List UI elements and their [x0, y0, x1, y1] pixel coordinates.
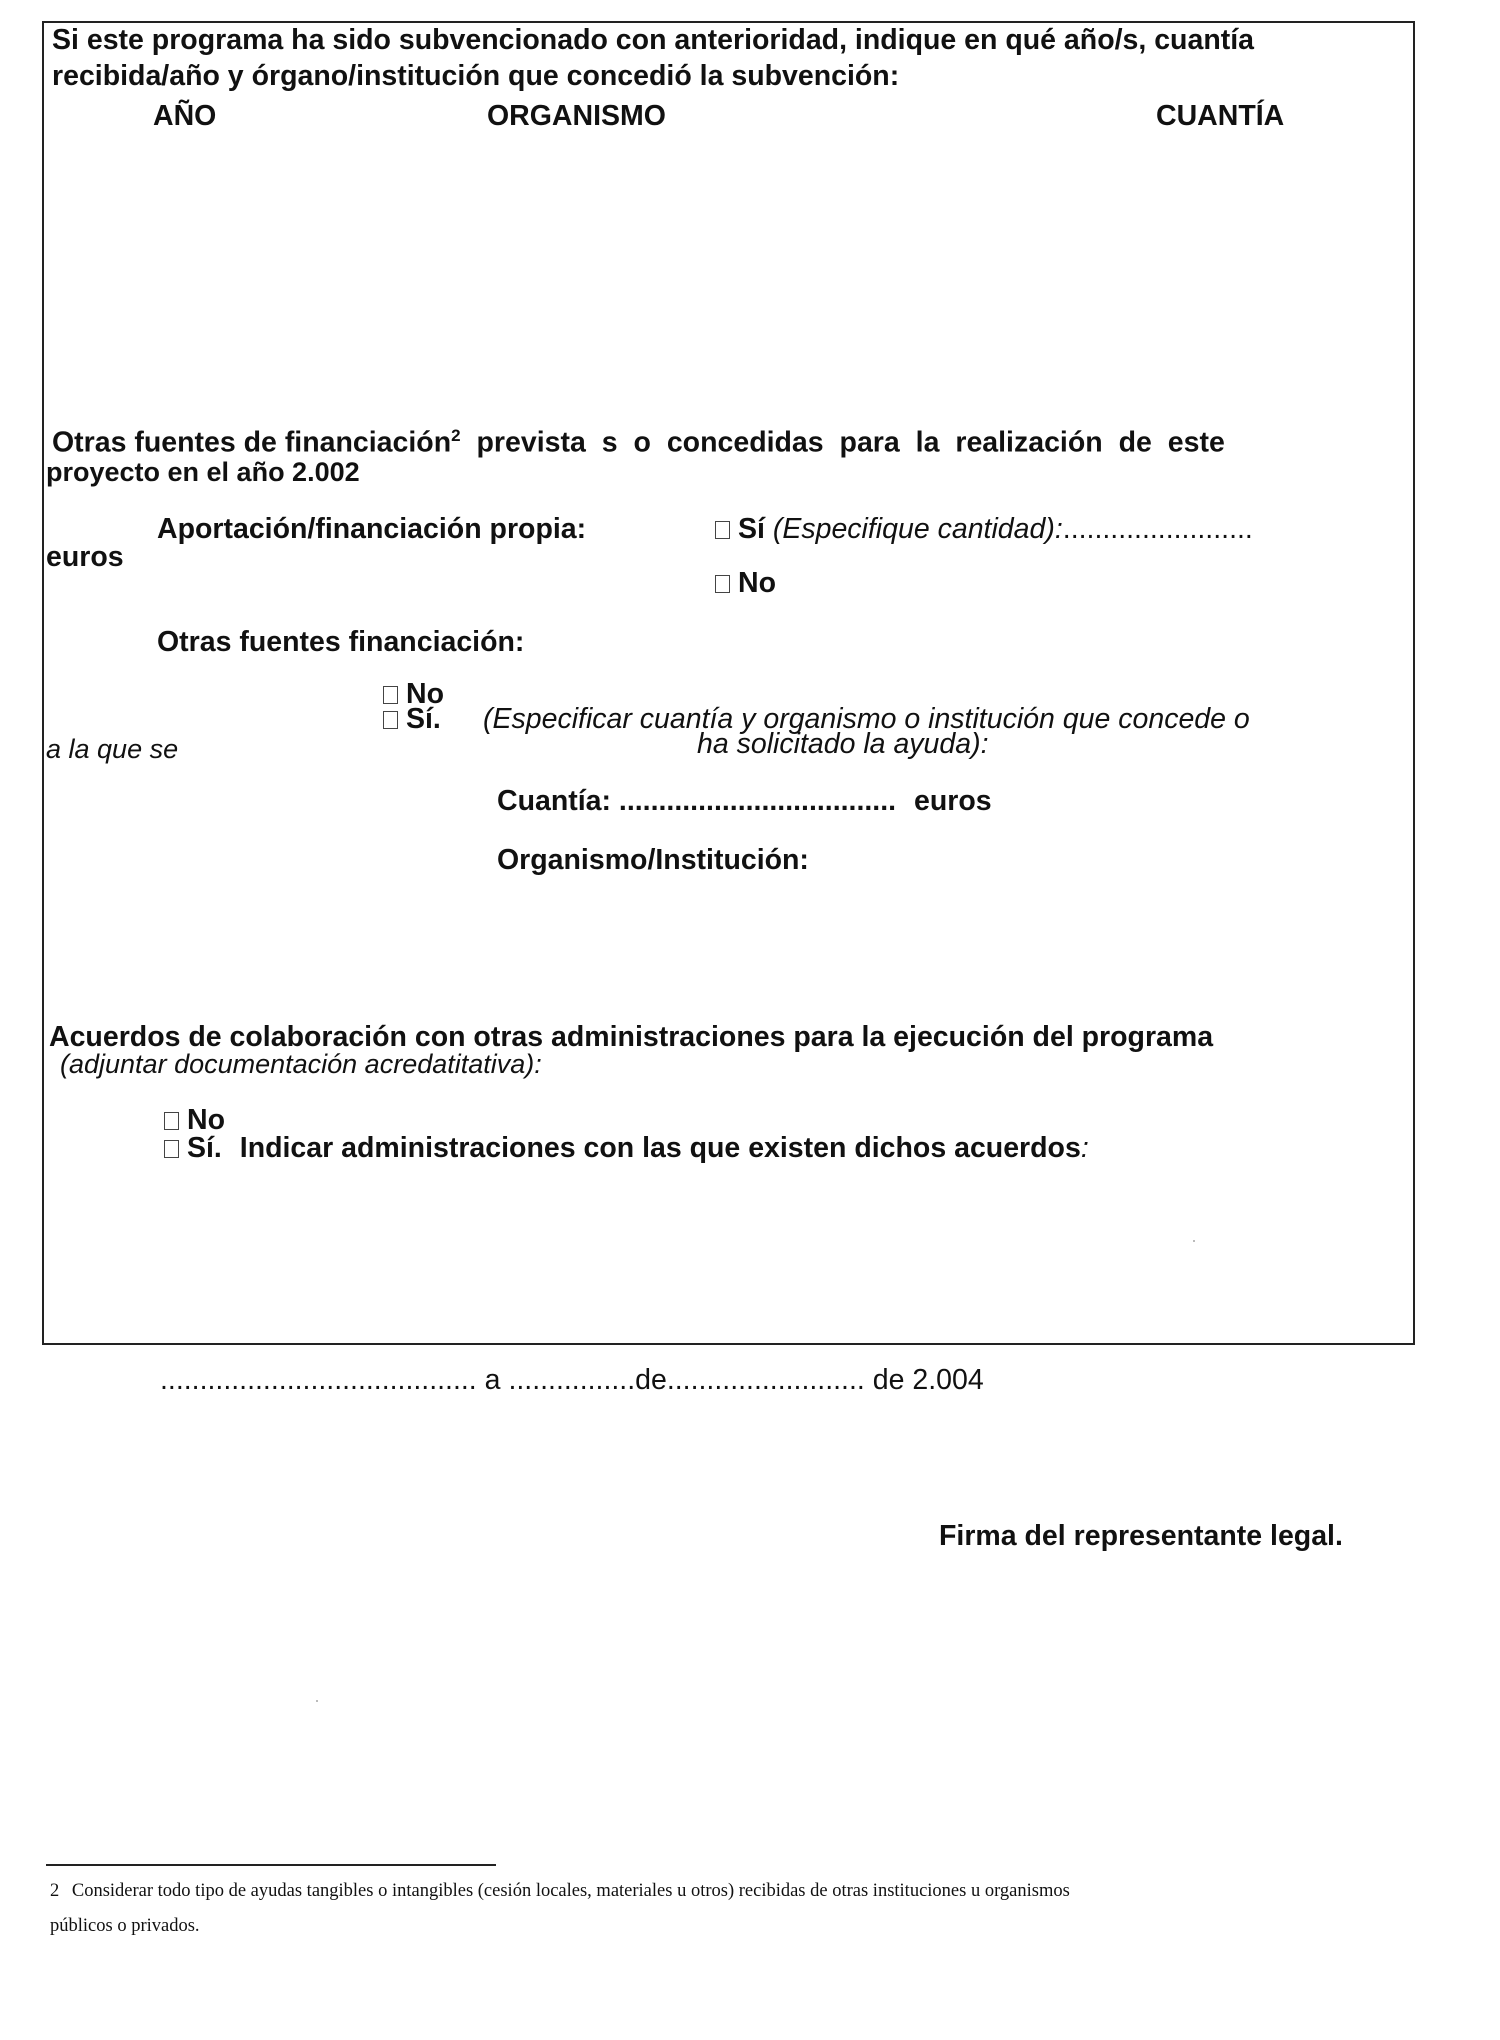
own-funding-yes-label: Sí [738, 513, 765, 545]
column-header-year: AÑO [153, 100, 217, 132]
agreements-yes-checkbox[interactable] [164, 1140, 179, 1158]
amount-unit: euros [913, 785, 992, 817]
agreements-heading: Acuerdos de colaboración con otras administraciones para la ejecución del programa [49, 1021, 1214, 1053]
signature-label: Firma del representante legal. [939, 1520, 1343, 1552]
other-sources-yes-checkbox[interactable] [383, 711, 398, 729]
organism-label: Organismo/Institución: [497, 844, 809, 876]
place-date-year: de 2.004 [872, 1364, 984, 1396]
other-sources-no-checkbox[interactable] [383, 686, 398, 704]
footnote-number: 2 [50, 1881, 60, 1901]
agreements-yes-option[interactable] [164, 1132, 1089, 1165]
footnote-rule [46, 1864, 496, 1866]
amount-field[interactable]: ................................... [618, 785, 897, 817]
agreements-note: (adjuntar documentación acredatitativa): [60, 1049, 542, 1079]
own-funding-yes-option[interactable] [715, 513, 1253, 546]
agreements-yes-label: Sí. [187, 1132, 222, 1164]
agreements-yes-colon: : [1080, 1132, 1089, 1164]
own-funding-no-option[interactable] [715, 567, 776, 600]
other-sources-label: Otras fuentes financiación: [157, 626, 525, 658]
scan-speck [1193, 1240, 1195, 1242]
other-funding-heading-rest: prevista s o concedidas para la realización de este [460, 426, 1225, 459]
own-funding-label: Aportación/financiación propia: [157, 513, 587, 545]
other-sources-yes-option[interactable] [383, 703, 441, 736]
footnote-line2: públicos o privados. [50, 1916, 200, 1936]
scan-speck [316, 1700, 318, 1702]
own-funding-no-label: No [738, 567, 776, 599]
place-date-a: a [484, 1364, 501, 1396]
own-funding-amount-field[interactable]: ........................ [1062, 513, 1253, 545]
agreements-no-checkbox[interactable] [164, 1112, 179, 1130]
day-field[interactable]: ................ [508, 1364, 636, 1396]
other-funding-heading [52, 426, 1402, 460]
other-sources-yes-hint-line2: ha solicitado la ayuda): [697, 728, 989, 760]
amount-label: Cuantía: [497, 785, 611, 817]
amount-row [497, 785, 992, 818]
own-funding-no-checkbox[interactable] [715, 575, 730, 593]
own-funding-yes-checkbox[interactable] [715, 521, 730, 539]
agreements-yes-text: Indicar administraciones con las que existen dichos acuerdos [239, 1132, 1081, 1164]
place-date-de: de [635, 1364, 667, 1396]
other-sources-yes-prefix: a la que se [46, 734, 179, 764]
other-funding-heading-line2: proyecto en el año 2.002 [46, 457, 360, 487]
place-field[interactable]: ........................................ [160, 1364, 477, 1396]
place-date-line [160, 1364, 984, 1397]
footnote-ref: 2 [451, 426, 461, 445]
prior-subsidies-line1: Si este programa ha sido subvencionado con anterioridad, indique en qué año/s, cuantía [52, 24, 1254, 56]
other-funding-heading-text: Otras fuentes de financiación [52, 426, 452, 459]
own-funding-euros: euros [46, 541, 124, 573]
footnote-line1 [50, 1881, 1070, 1902]
footnote-text: Considerar todo tipo de ayudas tangibles o intangibles (cesión locales, materiales u otros) recibidas de otras instituciones u organismos [71, 1881, 1070, 1901]
other-sources-no-label: No [406, 678, 444, 710]
other-sources-yes-label: Sí. [406, 703, 441, 735]
prior-subsidies-line2: recibida/año y órgano/institución que concedió la subvención: [52, 60, 900, 92]
month-field[interactable]: ......................... [666, 1364, 865, 1396]
own-funding-yes-hint: (Especifique cantidad): [772, 513, 1063, 545]
agreements-no-label: No [187, 1104, 225, 1136]
column-header-organism: ORGANISMO [487, 100, 666, 132]
other-sources-yes-hint-line1: (Especificar cuantía y organismo o institución que concede o [483, 703, 1250, 735]
column-header-amount: CUANTÍA [1156, 100, 1285, 132]
